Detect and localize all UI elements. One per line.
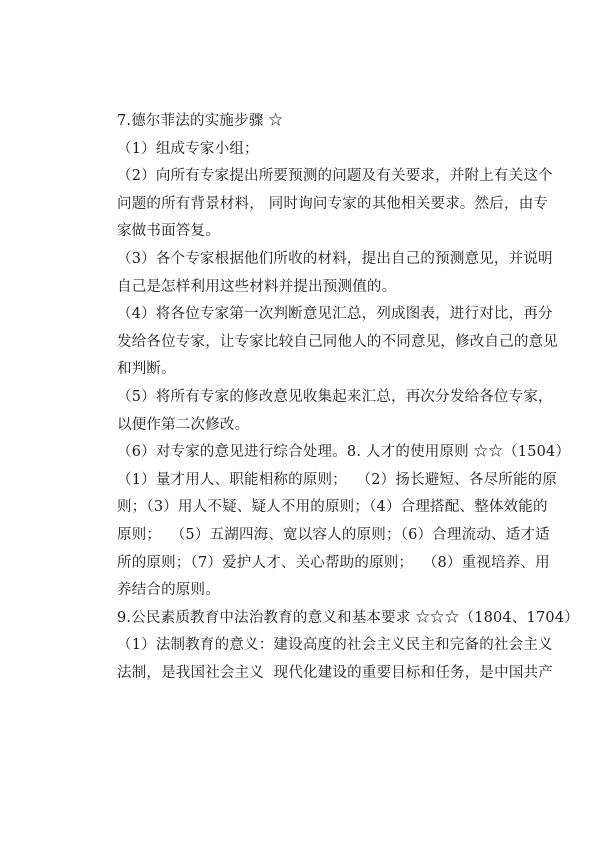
heading-delphi-steps: 7.德尔菲法的实施步骤 ☆ <box>117 113 284 129</box>
text-line: 所的原则；（7）爱护人才、关心帮助的原则； （8）重视培养、用 <box>117 554 550 571</box>
text-line: 原则； （5）五湖四海、宽以容人的原则；（6）合理流动、适才适 <box>117 526 550 543</box>
text-line: 问题的所有背景材料， 同时询问专家的其他相关要求。然后，由专 <box>117 195 549 212</box>
text-line: （5）将所有专家的修改意见收集起来汇总，再次分发给各位专家， <box>117 388 553 405</box>
text-line: （1）组成专家小组； <box>117 140 259 157</box>
text-line: 法制，是我国社会主义 现代化建设的重要目标和任务，是中国共产 <box>117 664 553 681</box>
text-line: 发给各位专家，让专家比较自己同他人的不同意见，修改自己的意见 <box>117 333 558 350</box>
text-line: 以便作第二次修改。 <box>117 416 250 433</box>
text-line: （4）将各位专家第一次判断意见汇总，列成图表，进行对比，再分 <box>117 306 553 323</box>
heading-legal-education: 9.公民素质教育中法治教育的意义和基本要求 ☆☆☆（1804、1704） <box>117 609 579 626</box>
text-line: 和判断。 <box>117 361 176 378</box>
document-body <box>117 108 579 687</box>
text-line-with-heading: （6）对专家的意见进行综合处理。8. 人才的使用原则 ☆☆（1504） <box>117 444 571 461</box>
text-line: 则；（3）用人不疑、疑人不用的原则；（4）合理搭配、整体效能的 <box>117 499 548 516</box>
text-line: 养结合的原则。 <box>117 582 220 599</box>
text-line: （3）各个专家根据他们所收的材料，提出自己的预测意见，并说明 <box>117 250 553 267</box>
text-line: （1）法制教育的意义：建设高度的社会主义民主和完备的社会主义 <box>117 637 553 654</box>
text-line: 家做书面答复。 <box>117 223 220 240</box>
text-line: （1）量才用人、职能相称的原则； （2）扬长避短、各尽所能的原 <box>117 471 558 488</box>
text-line: （2）向所有专家提出所要预测的问题及有关要求，并附上有关这个 <box>117 168 553 185</box>
text-line: 自己是怎样利用这些材料并提出预测值的。 <box>117 278 397 295</box>
